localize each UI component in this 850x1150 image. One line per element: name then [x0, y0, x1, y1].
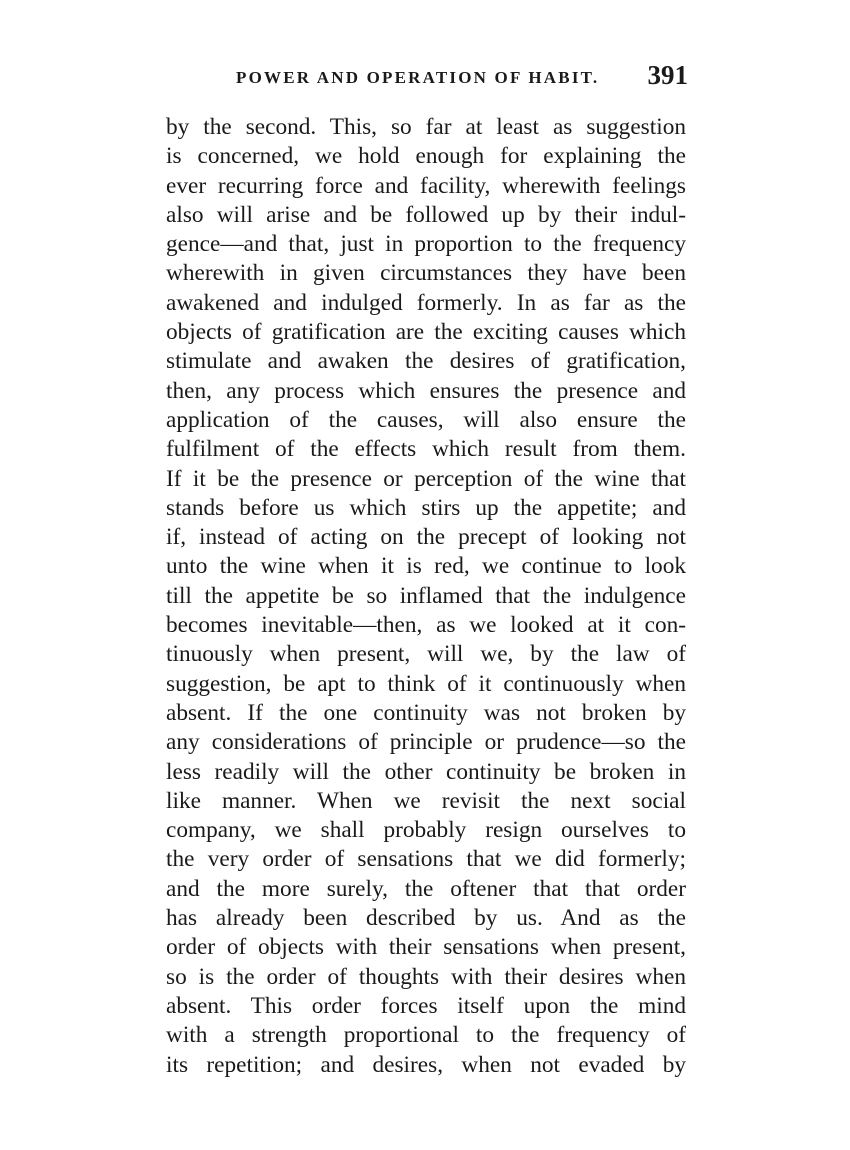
text-line: till the appetite be so inflamed that the indulgence: [166, 582, 686, 609]
text-line: like manner. When we revisit the next social: [166, 787, 686, 814]
text-line: suggestion, be apt to think of it continuously when: [166, 670, 686, 697]
text-line: any considerations of principle or prudence—so the: [166, 729, 686, 756]
text-line: ever recurring force and facility, wherewith feelings: [166, 172, 686, 199]
text-line: so is the order of thoughts with their desires when: [166, 963, 686, 990]
text-line: then, any process which ensures the presence and: [166, 377, 686, 404]
page-number: 391: [647, 60, 688, 90]
text-line: the very order of sensations that we did formerly;: [166, 846, 686, 873]
text-line: tinuously when present, will we, by the law of: [166, 641, 686, 668]
text-line: gence—and that, just in proportion to the frequency: [166, 231, 686, 258]
text-line: company, we shall probably resign ourselves to: [166, 817, 686, 844]
text-line: by the second. This, so far at least as suggestion: [166, 114, 686, 140]
text-line: fulfilment of the effects which result from them.: [166, 436, 686, 463]
text-line: also will arise and be followed up by their indul-: [166, 201, 686, 228]
text-line: unto the wine when it is red, we continue to look: [166, 553, 686, 580]
text-line: is concerned, we hold enough for explaining the: [166, 143, 686, 170]
text-line: less readily will the other continuity be broken in: [166, 758, 686, 785]
text-line: wherewith in given circumstances they have been: [166, 260, 686, 287]
running-title: POWER AND OPERATION OF HABIT.: [236, 68, 600, 87]
text-line: absent. This order forces itself upon the mind: [166, 992, 686, 1019]
body-text: [166, 113, 686, 1080]
text-line: absent. If the one continuity was not broken by: [166, 699, 686, 726]
text-line: if, instead of acting on the precept of looking not: [166, 524, 686, 551]
text-line: order of objects with their sensations when present,: [166, 934, 686, 961]
text-line: its repetition; and desires, when not evaded by: [166, 1051, 686, 1078]
text-line: application of the causes, will also ensure the: [166, 406, 686, 433]
text-line: and the more surely, the oftener that that order: [166, 875, 686, 902]
text-line: awakened and indulged formerly. In as far as the: [166, 289, 686, 316]
text-line: has already been described by us. And as the: [166, 905, 686, 932]
text-line: stands before us which stirs up the appetite; and: [166, 494, 686, 521]
text-line: If it be the presence or perception of the wine that: [166, 465, 686, 492]
text-line: becomes inevitable—then, as we looked at it con-: [166, 612, 686, 639]
text-line: with a strength proportional to the frequency of: [166, 1022, 686, 1049]
text-line: stimulate and awaken the desires of gratification,: [166, 348, 686, 375]
text-line: objects of gratification are the exciting causes which: [166, 319, 686, 346]
running-head: [236, 60, 688, 94]
